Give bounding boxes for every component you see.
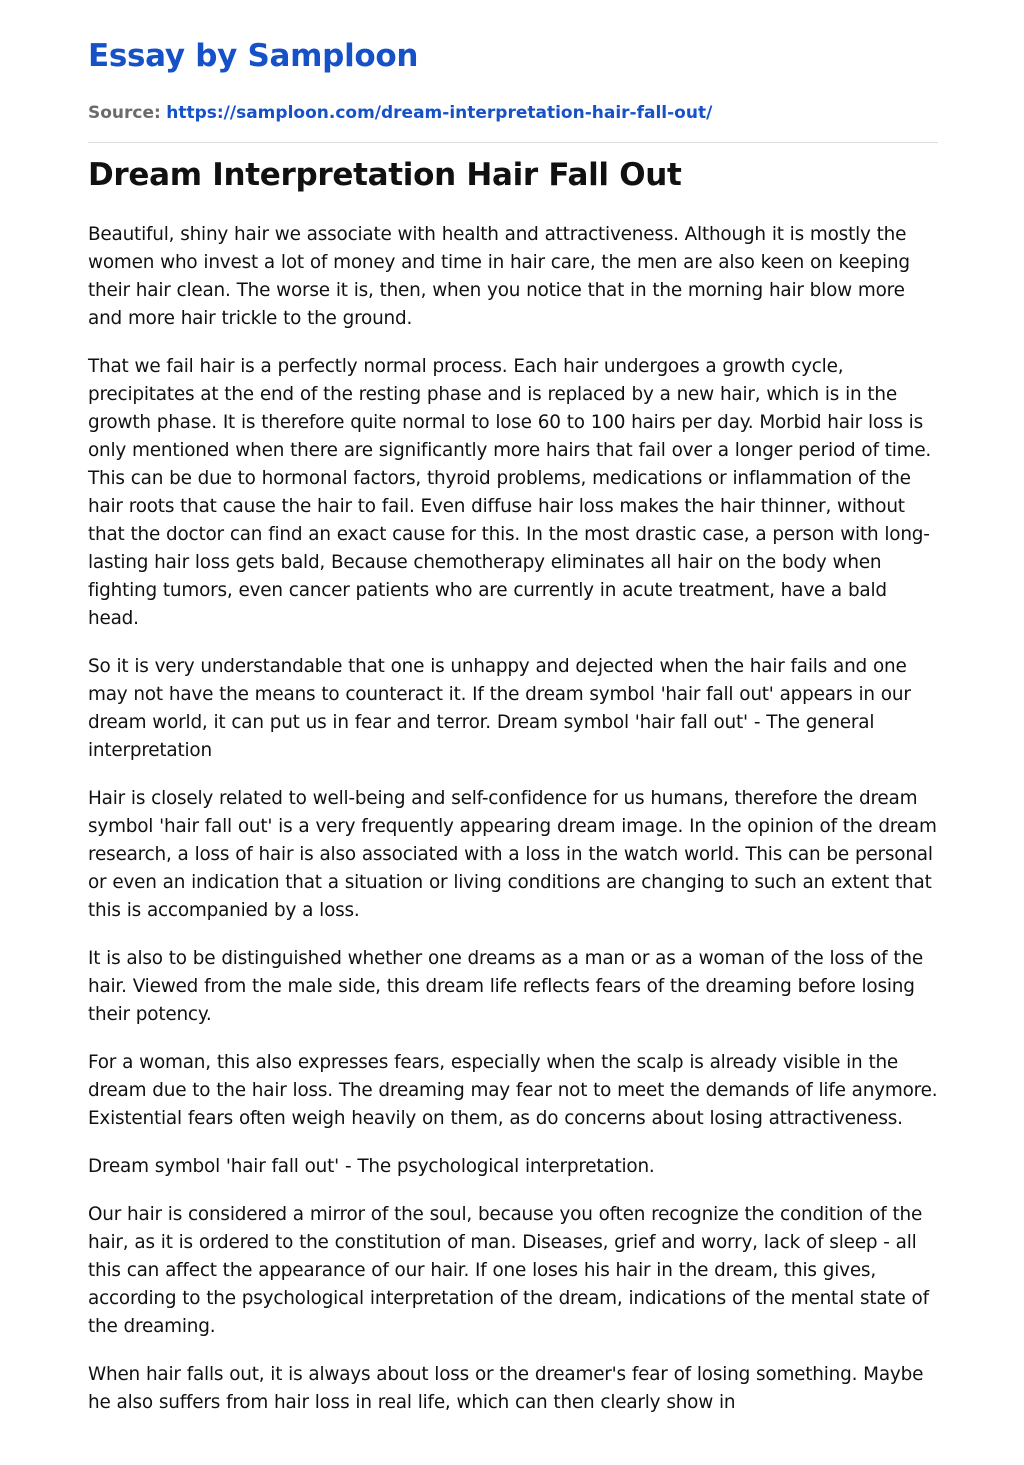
source-link[interactable]: https://samploon.com/dream-interpretation-hair-fall-out/ — [166, 103, 713, 123]
paragraph: It is also to be distinguished whether one dreams as a man or as a woman of the loss of the hair. Viewed from the male side, this dream life reflects fears of the dreaming before losing their potency. — [88, 948, 923, 1025]
site-brand[interactable]: Essay by Samploon — [88, 38, 419, 74]
paragraph: So it is very understandable that one is unhappy and dejected when the hair fails and one may not have the means to counteract it. If the dream symbol 'hair fall out' appears in our dream world, it can put us in fear and terror. Dream symbol 'hair fall out' - The general interpretation — [88, 656, 911, 761]
paragraph: That we fail hair is a perfectly normal process. Each hair undergoes a growth cycle, precipitates at the end of the resting phase and is replaced by a new hair, which is in the growth phase. It is therefore quite normal to lose 60 to 100 hairs per day. Morbid hair loss is only mentioned when there are significantly more hairs that fail over a longer period of time. This can be due to hormonal factors, thyroid problems, medications or inflammation of the hair roots that cause the hair to fail. Even diffuse hair loss makes the hair thinner, without that the doctor can find an exact cause for this. In the most drastic case, a person with long-lasting hair loss gets bald, Because chemotherapy eliminates all hair on the body when fighting tumors, even cancer patients who are currently in acute treatment, have a bald head. — [88, 356, 932, 629]
header-divider — [88, 142, 938, 143]
paragraph: Hair is closely related to well-being and self-confidence for us humans, therefore the dream symbol 'hair fall out' is a very frequently appearing dream image. In the opinion of the dream research, a loss of hair is also associated with a loss in the watch world. This can be personal or even an indication that a situation or living conditions are changing to such an extent that this is accompanied by a loss. — [88, 788, 937, 921]
paragraph: Our hair is considered a mirror of the soul, because you often recognize the condition of the hair, as it is ordered to the constitution of man. Diseases, grief and worry, lack of sleep - all this can affect the appearance of our hair. If one loses his hair in the dream, this gives, according to the psychological interpretation of the dream, indications of the mental state of the dreaming. — [88, 1204, 929, 1337]
paragraph: When hair falls out, it is always about loss or the dreamer's fear of losing something. Maybe he also suffers from hair loss in real life, which can then clearly show in — [88, 1364, 924, 1413]
paragraph: For a woman, this also expresses fears, especially when the scalp is already visible in the dream due to the hair loss. The dreaming may fear not to meet the demands of life anymore. Existential fears often weigh heavily on them, as do concerns about losing attractiveness. — [88, 1052, 938, 1129]
paragraph: Beautiful, shiny hair we associate with health and attractiveness. Although it is mostly the women who invest a lot of money and time in hair care, the men are also keen on keeping their hair clean. The worse it is, then, when you notice that in the morning hair blow more and more hair trickle to the ground. — [88, 224, 910, 329]
article-title: Dream Interpretation Hair Fall Out — [88, 157, 682, 193]
source-line — [88, 101, 712, 125]
source-label: Source: — [88, 103, 161, 123]
paragraph: Dream symbol 'hair fall out' - The psychological interpretation. — [88, 1156, 655, 1177]
article-body — [88, 221, 938, 1437]
